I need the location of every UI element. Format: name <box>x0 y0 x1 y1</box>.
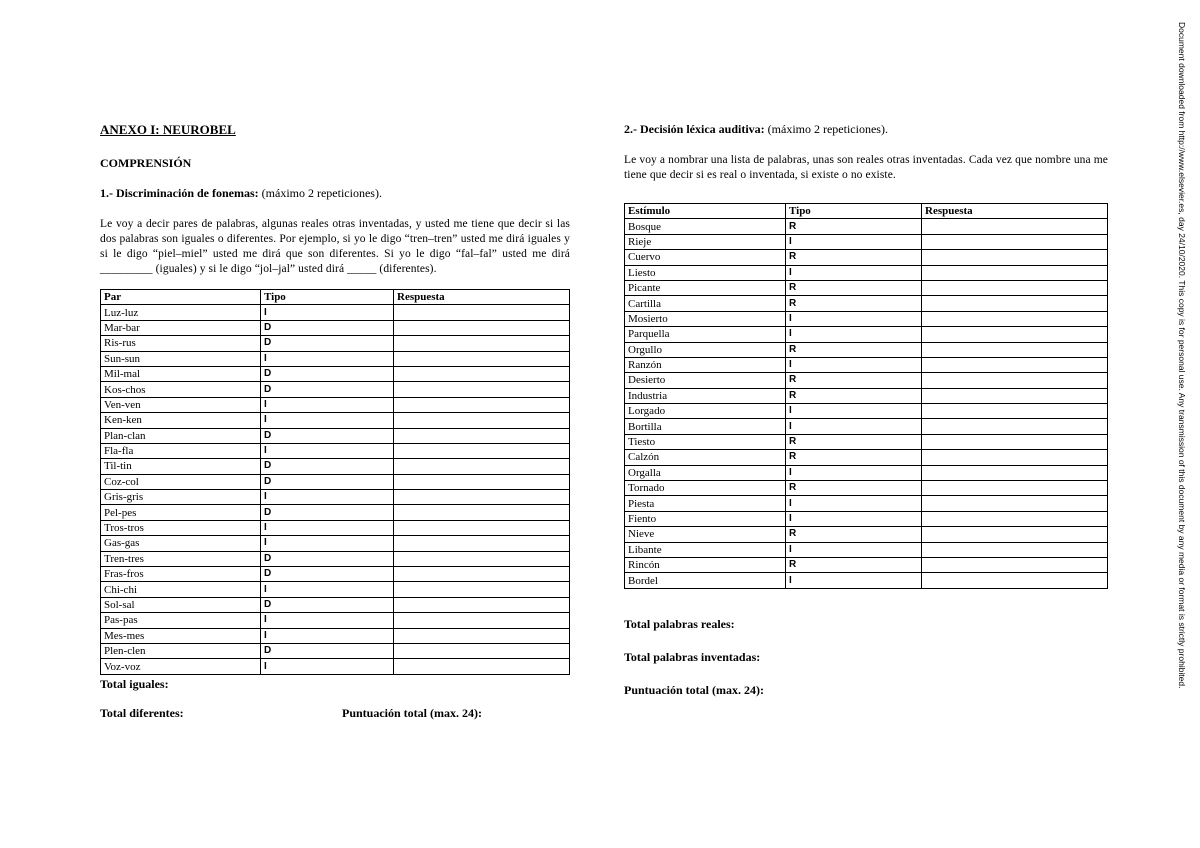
lexical-respuesta-cell[interactable] <box>922 527 1108 542</box>
total-reales-label: Total palabras reales: <box>624 616 735 631</box>
phoneme-respuesta-cell[interactable] <box>394 428 570 443</box>
phoneme-row <box>101 567 570 582</box>
phoneme-word-cell: Luz-luz <box>101 305 261 320</box>
lexical-tipo-cell: R <box>786 481 922 496</box>
phoneme-tipo-cell: D <box>261 366 394 381</box>
lexical-word-cell: Mosierto <box>625 311 786 326</box>
left-column <box>100 122 570 722</box>
phoneme-respuesta-cell[interactable] <box>394 613 570 628</box>
subsection-title-1-rest: (máximo 2 repeticiones). <box>258 186 382 200</box>
phoneme-word-cell: Ken-ken <box>101 413 261 428</box>
phoneme-row <box>101 551 570 566</box>
lexical-respuesta-cell[interactable] <box>922 250 1108 265</box>
lexical-respuesta-cell[interactable] <box>922 327 1108 342</box>
phoneme-tipo-cell: D <box>261 428 394 443</box>
lexical-row <box>625 465 1108 480</box>
phoneme-tipo-cell: I <box>261 613 394 628</box>
phoneme-respuesta-cell[interactable] <box>394 520 570 535</box>
lexical-row <box>625 496 1108 511</box>
phoneme-row <box>101 443 570 458</box>
lexical-respuesta-cell[interactable] <box>922 311 1108 326</box>
phoneme-respuesta-cell[interactable] <box>394 320 570 335</box>
lexical-row <box>625 357 1108 372</box>
lexical-tipo-cell: I <box>786 265 922 280</box>
phoneme-respuesta-cell[interactable] <box>394 397 570 412</box>
lexical-respuesta-cell[interactable] <box>922 573 1108 588</box>
download-watermark: Document downloaded from http://www.elsevier.es, day 24/10/2020. This copy is for personal use. Any transmission of this document by any media or format is strictly prohibited. <box>1177 22 1187 689</box>
phoneme-table-header <box>101 290 570 305</box>
lexical-tipo-cell: I <box>786 234 922 249</box>
phoneme-respuesta-cell[interactable] <box>394 382 570 397</box>
phoneme-word-cell: Sun-sun <box>101 351 261 366</box>
total-iguales-label: Total iguales: <box>100 676 169 691</box>
phoneme-word-cell: Ris-rus <box>101 336 261 351</box>
lexical-tipo-cell: I <box>786 404 922 419</box>
phoneme-word-cell: Gas-gas <box>101 536 261 551</box>
phoneme-word-cell: Tren-tres <box>101 551 261 566</box>
phoneme-word-cell: Ven-ven <box>101 397 261 412</box>
phoneme-row <box>101 459 570 474</box>
total-inventadas-label: Total palabras inventadas: <box>624 649 761 664</box>
lexical-respuesta-cell[interactable] <box>922 219 1108 234</box>
lexical-word-cell: Calzón <box>625 450 786 465</box>
lexical-word-cell: Rincón <box>625 557 786 572</box>
lexical-respuesta-cell[interactable] <box>922 373 1108 388</box>
lexical-respuesta-cell[interactable] <box>922 496 1108 511</box>
total-diferentes-row <box>100 706 570 722</box>
lexical-word-cell: Picante <box>625 280 786 295</box>
lexical-respuesta-cell[interactable] <box>922 419 1108 434</box>
lexical-word-cell: Orgullo <box>625 342 786 357</box>
phoneme-tipo-cell: I <box>261 520 394 535</box>
right-column <box>624 122 1108 716</box>
lexical-tipo-cell: R <box>786 373 922 388</box>
phoneme-tipo-cell: D <box>261 382 394 397</box>
lexical-tipo-cell: R <box>786 557 922 572</box>
phoneme-respuesta-cell[interactable] <box>394 643 570 658</box>
subsection-title-1 <box>100 186 570 201</box>
lexical-row <box>625 481 1108 496</box>
lexical-word-cell: Orgalla <box>625 465 786 480</box>
col-header-par: Par <box>101 290 261 305</box>
phoneme-tipo-cell: I <box>261 443 394 458</box>
lexical-respuesta-cell[interactable] <box>922 357 1108 372</box>
lexical-tipo-cell: I <box>786 327 922 342</box>
lexical-respuesta-cell[interactable] <box>922 450 1108 465</box>
phoneme-row <box>101 428 570 443</box>
subsection-title-2-rest: (máximo 2 repeticiones). <box>764 122 888 136</box>
col-header-respuesta-2: Respuesta <box>922 204 1108 219</box>
phoneme-tipo-cell: D <box>261 474 394 489</box>
col-header-tipo-2: Tipo <box>786 204 922 219</box>
lexical-word-cell: Tiesto <box>625 434 786 449</box>
lexical-word-cell: Industria <box>625 388 786 403</box>
lexical-tipo-cell: R <box>786 219 922 234</box>
phoneme-respuesta-cell[interactable] <box>394 490 570 505</box>
phoneme-word-cell: Mar-bar <box>101 320 261 335</box>
phoneme-word-cell: Pel-pes <box>101 505 261 520</box>
lexical-tipo-cell: I <box>786 573 922 588</box>
phoneme-tipo-cell: D <box>261 597 394 612</box>
phoneme-row <box>101 613 570 628</box>
lexical-row <box>625 373 1108 388</box>
phoneme-tipo-cell: I <box>261 628 394 643</box>
phoneme-row <box>101 366 570 381</box>
lexical-respuesta-cell[interactable] <box>922 465 1108 480</box>
section-heading: COMPRENSIÓN <box>100 156 192 170</box>
lexical-word-cell: Tornado <box>625 481 786 496</box>
lexical-row <box>625 388 1108 403</box>
lexical-word-cell: Bosque <box>625 219 786 234</box>
lexical-word-cell: Nieve <box>625 527 786 542</box>
lexical-row <box>625 280 1108 295</box>
phoneme-respuesta-cell[interactable] <box>394 567 570 582</box>
lexical-row <box>625 265 1108 280</box>
phoneme-table <box>100 289 570 675</box>
subsection-title-1-bold: 1.- Discriminación de fonemas: <box>100 186 259 200</box>
phoneme-row <box>101 351 570 366</box>
lexical-tipo-cell: I <box>786 465 922 480</box>
phoneme-word-cell: Fras-fros <box>101 567 261 582</box>
phoneme-row <box>101 505 570 520</box>
lexical-word-cell: Piesta <box>625 496 786 511</box>
lexical-word-cell: Ranzón <box>625 357 786 372</box>
phoneme-row <box>101 474 570 489</box>
lexical-tipo-cell: R <box>786 296 922 311</box>
phoneme-respuesta-cell[interactable] <box>394 597 570 612</box>
lexical-respuesta-cell[interactable] <box>922 296 1108 311</box>
lexical-tipo-cell: I <box>786 542 922 557</box>
subsection-title-2-bold: 2.- Decisión léxica auditiva: <box>624 122 765 136</box>
phoneme-tipo-cell: D <box>261 567 394 582</box>
lexical-tipo-cell: R <box>786 388 922 403</box>
puntuacion-total-label-1: Puntuación total (max. 24): <box>342 705 482 720</box>
phoneme-word-cell: Kos-chos <box>101 382 261 397</box>
phoneme-row <box>101 628 570 643</box>
phoneme-tipo-cell: I <box>261 659 394 674</box>
phoneme-word-cell: Til-tin <box>101 459 261 474</box>
phoneme-word-cell: Pas-pas <box>101 613 261 628</box>
phoneme-row <box>101 643 570 658</box>
document-title: ANEXO I: NEUROBEL <box>100 122 236 137</box>
phoneme-word-cell: Mil-mal <box>101 366 261 381</box>
lexical-respuesta-cell[interactable] <box>922 557 1108 572</box>
lexical-word-cell: Desierto <box>625 373 786 388</box>
phoneme-row <box>101 582 570 597</box>
lexical-respuesta-cell[interactable] <box>922 481 1108 496</box>
phoneme-row <box>101 397 570 412</box>
phoneme-tipo-cell: D <box>261 551 394 566</box>
total-diferentes-label: Total diferentes: <box>100 705 184 720</box>
lexical-row <box>625 434 1108 449</box>
lexical-row <box>625 234 1108 249</box>
phoneme-word-cell: Fla-fla <box>101 443 261 458</box>
phoneme-row <box>101 520 570 535</box>
lexical-tipo-cell: R <box>786 450 922 465</box>
lexical-tipo-cell: R <box>786 434 922 449</box>
phoneme-respuesta-cell[interactable] <box>394 505 570 520</box>
col-header-estimulo: Estímulo <box>625 204 786 219</box>
lexical-row <box>625 311 1108 326</box>
lexical-tipo-cell: R <box>786 250 922 265</box>
phoneme-row <box>101 413 570 428</box>
phoneme-respuesta-cell[interactable] <box>394 659 570 674</box>
lexical-tipo-cell: I <box>786 357 922 372</box>
lexical-tipo-cell: I <box>786 511 922 526</box>
phoneme-respuesta-cell[interactable] <box>394 366 570 381</box>
phoneme-respuesta-cell[interactable] <box>394 551 570 566</box>
phoneme-row <box>101 305 570 320</box>
lexical-row <box>625 250 1108 265</box>
lexical-word-cell: Cuervo <box>625 250 786 265</box>
lexical-tipo-cell: I <box>786 311 922 326</box>
instructions-paragraph-2: Le voy a nombrar una lista de palabras, unas son reales otras inventadas. Cada vez que nombre una me tiene que decir si es real o inventada, si existe o no existe. <box>624 154 1108 181</box>
phoneme-respuesta-cell[interactable] <box>394 351 570 366</box>
phoneme-row <box>101 336 570 351</box>
phoneme-respuesta-cell[interactable] <box>394 459 570 474</box>
phoneme-tipo-cell: D <box>261 505 394 520</box>
lexical-row <box>625 404 1108 419</box>
lexical-row <box>625 511 1108 526</box>
phoneme-word-cell: Coz-col <box>101 474 261 489</box>
phoneme-word-cell: Tros-tros <box>101 520 261 535</box>
lexical-row <box>625 219 1108 234</box>
lexical-word-cell: Lorgado <box>625 404 786 419</box>
phoneme-respuesta-cell[interactable] <box>394 474 570 489</box>
lexical-respuesta-cell[interactable] <box>922 342 1108 357</box>
phoneme-tipo-cell: I <box>261 305 394 320</box>
phoneme-respuesta-cell[interactable] <box>394 443 570 458</box>
phoneme-respuesta-cell[interactable] <box>394 628 570 643</box>
phoneme-tipo-cell: D <box>261 643 394 658</box>
lexical-row <box>625 573 1108 588</box>
phoneme-tipo-cell: I <box>261 536 394 551</box>
lexical-respuesta-cell[interactable] <box>922 280 1108 295</box>
phoneme-tipo-cell: I <box>261 397 394 412</box>
phoneme-tipo-cell: I <box>261 351 394 366</box>
lexical-row <box>625 527 1108 542</box>
lexical-respuesta-cell[interactable] <box>922 388 1108 403</box>
phoneme-respuesta-cell[interactable] <box>394 336 570 351</box>
phoneme-word-cell: Plan-clan <box>101 428 261 443</box>
phoneme-row <box>101 659 570 674</box>
lexical-tipo-cell: R <box>786 280 922 295</box>
lexical-word-cell: Cartilla <box>625 296 786 311</box>
phoneme-word-cell: Chi-chi <box>101 582 261 597</box>
lexical-word-cell: Bortilla <box>625 419 786 434</box>
lexical-row <box>625 342 1108 357</box>
puntuacion-total-label-2: Puntuación total (max. 24): <box>624 682 764 697</box>
lexical-table <box>624 203 1108 589</box>
total-iguales-row <box>100 677 570 693</box>
lexical-respuesta-cell[interactable] <box>922 265 1108 280</box>
phoneme-word-cell: Mes-mes <box>101 628 261 643</box>
subsection-title-2 <box>624 122 1108 137</box>
phoneme-tipo-cell: I <box>261 490 394 505</box>
lexical-row <box>625 557 1108 572</box>
lexical-respuesta-cell[interactable] <box>922 542 1108 557</box>
lexical-respuesta-cell[interactable] <box>922 234 1108 249</box>
lexical-respuesta-cell[interactable] <box>922 434 1108 449</box>
lexical-word-cell: Parquella <box>625 327 786 342</box>
phoneme-tipo-cell: I <box>261 582 394 597</box>
lexical-respuesta-cell[interactable] <box>922 511 1108 526</box>
lexical-row <box>625 419 1108 434</box>
lexical-tipo-cell: I <box>786 496 922 511</box>
phoneme-row <box>101 536 570 551</box>
phoneme-word-cell: Sol-sal <box>101 597 261 612</box>
lexical-row <box>625 327 1108 342</box>
lexical-word-cell: Rieje <box>625 234 786 249</box>
lexical-tipo-cell: I <box>786 419 922 434</box>
phoneme-respuesta-cell[interactable] <box>394 536 570 551</box>
col-header-respuesta: Respuesta <box>394 290 570 305</box>
lexical-row <box>625 296 1108 311</box>
phoneme-row <box>101 320 570 335</box>
instructions-paragraph-1: Le voy a decir pares de palabras, algunas reales otras inventadas, y usted me tiene que decir si las dos palabras son iguales o diferentes. Por ejemplo, si yo le digo “tren–tren” usted me dirá iguales y si le digo “piel–miel” usted me dirá que son diferentes. Si yo le digo “fal–fal” usted me dirá _________ (iguales) y si le digo “jol–jal” usted dirá _____ (diferentes). <box>100 218 570 275</box>
lexical-word-cell: Libante <box>625 542 786 557</box>
lexical-row <box>625 542 1108 557</box>
phoneme-respuesta-cell[interactable] <box>394 413 570 428</box>
phoneme-word-cell: Gris-gris <box>101 490 261 505</box>
phoneme-row <box>101 382 570 397</box>
lexical-word-cell: Fiento <box>625 511 786 526</box>
lexical-table-header <box>625 204 1108 219</box>
phoneme-tipo-cell: D <box>261 320 394 335</box>
lexical-respuesta-cell[interactable] <box>922 404 1108 419</box>
lexical-tipo-cell: R <box>786 527 922 542</box>
lexical-word-cell: Liesto <box>625 265 786 280</box>
phoneme-tipo-cell: D <box>261 459 394 474</box>
lexical-tipo-cell: R <box>786 342 922 357</box>
phoneme-respuesta-cell[interactable] <box>394 305 570 320</box>
phoneme-word-cell: Plen-clen <box>101 643 261 658</box>
lexical-word-cell: Bordel <box>625 573 786 588</box>
phoneme-word-cell: Voz-voz <box>101 659 261 674</box>
lexical-row <box>625 450 1108 465</box>
phoneme-respuesta-cell[interactable] <box>394 582 570 597</box>
phoneme-row <box>101 490 570 505</box>
phoneme-tipo-cell: D <box>261 336 394 351</box>
phoneme-row <box>101 597 570 612</box>
col-header-tipo: Tipo <box>261 290 394 305</box>
phoneme-tipo-cell: I <box>261 413 394 428</box>
